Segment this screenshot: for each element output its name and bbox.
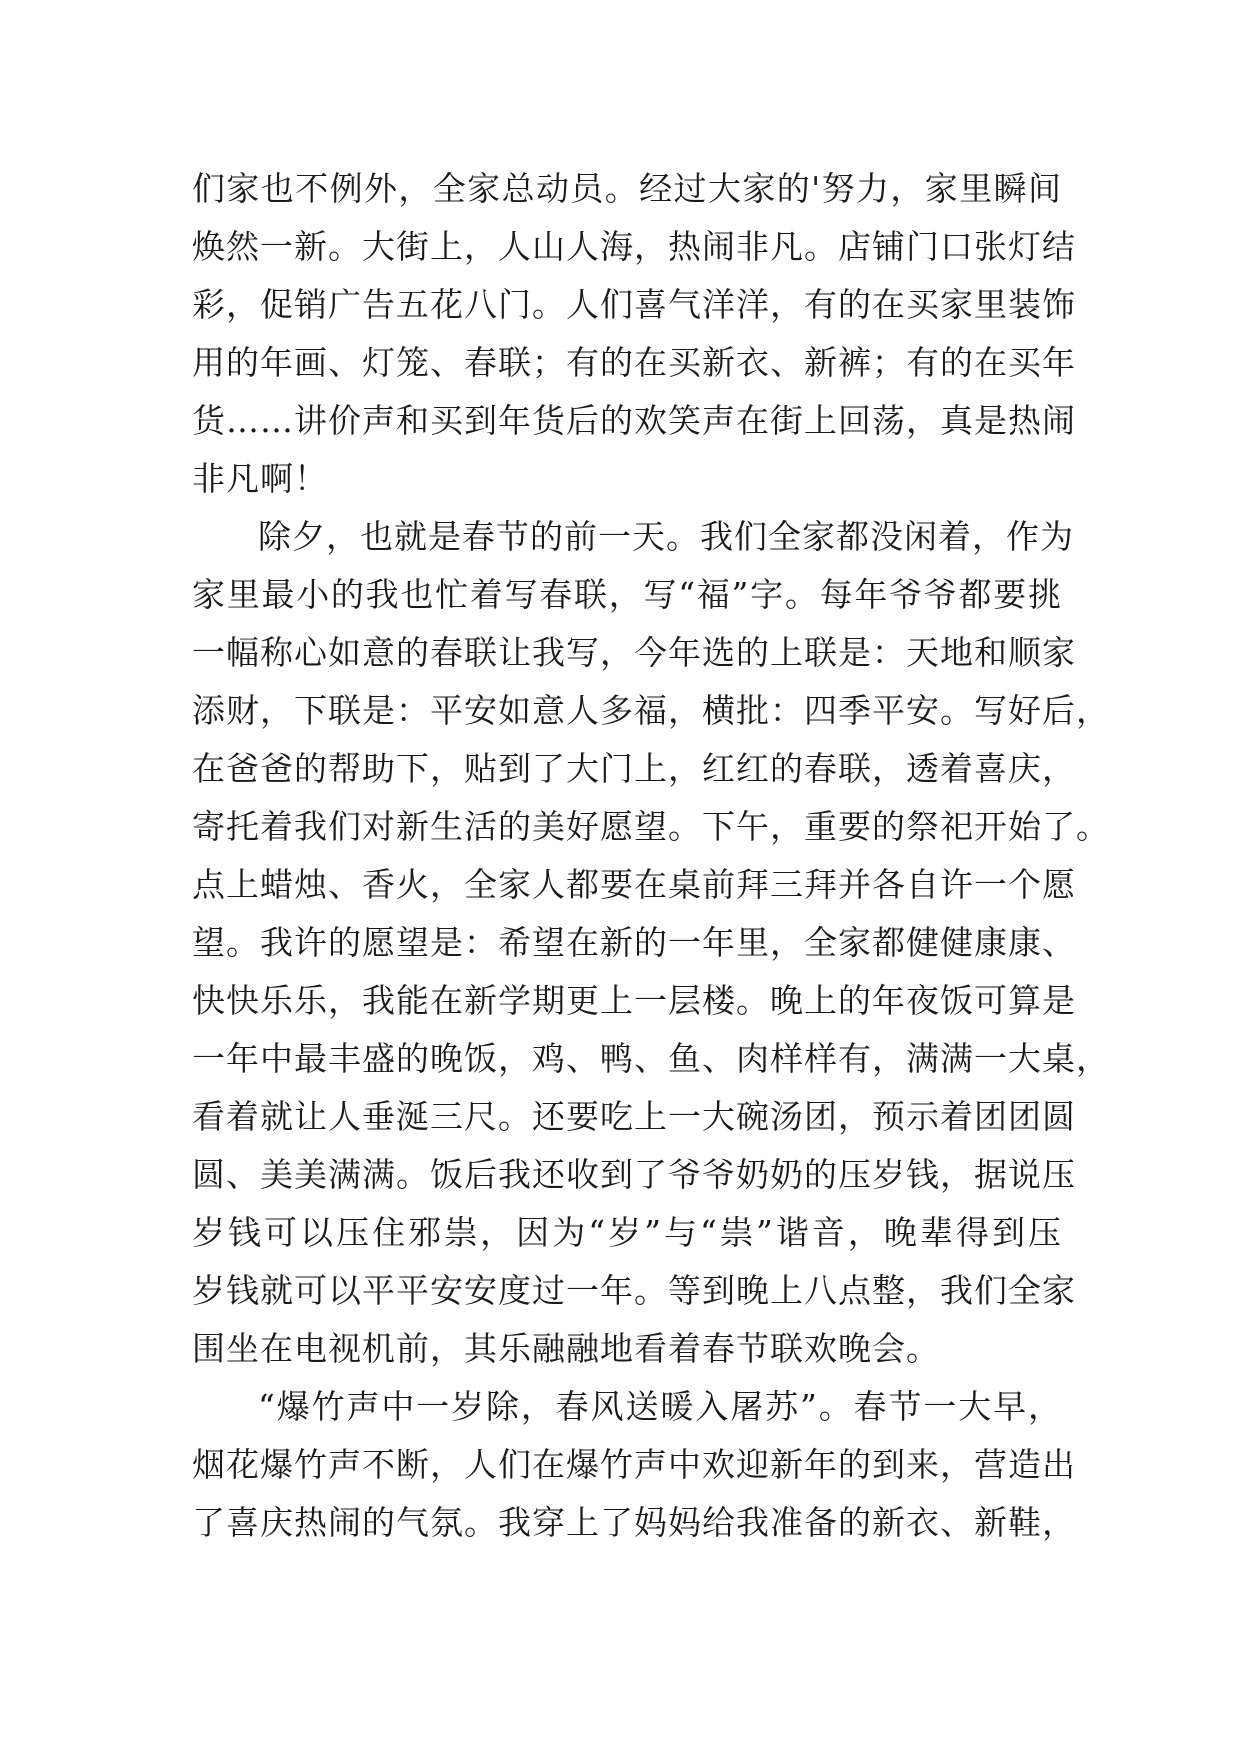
text-line: 点上蜡烛、香火，全家人都要在桌前拜三拜并各自许一个愿	[192, 865, 1076, 904]
text-line: 们家也不例外，全家总动员。经过大家的'努力，家里瞬间	[192, 169, 1062, 208]
text-line: 家里最小的我也忙着写春联，写“福”字。每年爷爷都要挑	[192, 575, 1062, 614]
text-line: 用的年画、灯笼、春联；有的在买新衣、新裤；有的在买年	[192, 343, 1076, 382]
text-line: 焕然一新。大街上，人山人海，热闹非凡。店铺门口张灯结	[192, 227, 1076, 266]
text-line: 货……讲价声和买到年货后的欢笑声在街上回荡，真是热闹	[192, 401, 1076, 440]
text-line: 非凡啊！	[192, 459, 328, 498]
text-line: 快快乐乐，我能在新学期更上一层楼。晚上的年夜饭可算是	[192, 981, 1076, 1020]
text-line: 了喜庆热闹的气氛。我穿上了妈妈给我准备的新衣、新鞋，	[192, 1503, 1076, 1542]
text-line: “爆竹声中一岁除，春风送暖入屠苏”。春节一大早，	[258, 1387, 1062, 1426]
text-line: 围坐在电视机前，其乐融融地看着春节联欢晚会。	[192, 1329, 940, 1368]
text-line: 寄托着我们对新生活的美好愿望。下午，重要的祭祀开始了。	[192, 807, 1110, 846]
text-line: 岁钱可以压住邪祟，因为“岁”与“祟”谐音，晚辈得到压	[192, 1213, 1062, 1252]
text-line: 添财，下联是：平安如意人多福，横批：四季平安。写好后，	[192, 691, 1110, 730]
text-line: 烟花爆竹声不断，人们在爆竹声中欢迎新年的到来，营造出	[192, 1445, 1076, 1484]
text-line: 除夕，也就是春节的前一天。我们全家都没闲着，作为	[258, 517, 1074, 556]
document-body	[192, 160, 1110, 1552]
text-line: 岁钱就可以平平安安度过一年。等到晚上八点整，我们全家	[192, 1271, 1076, 1310]
text-line: 在爸爸的帮助下，贴到了大门上，红红的春联，透着喜庆，	[192, 749, 1076, 788]
text-line: 圆、美美满满。饭后我还收到了爷爷奶奶的压岁钱，据说压	[192, 1155, 1076, 1194]
text-line: 一年中最丰盛的晚饭，鸡、鸭、鱼、肉样样有，满满一大桌，	[192, 1039, 1110, 1078]
text-line: 看着就让人垂涎三尺。还要吃上一大碗汤团，预示着团团圆	[192, 1097, 1076, 1136]
text-line: 一幅称心如意的春联让我写，今年选的上联是：天地和顺家	[192, 633, 1076, 672]
text-line: 彩，促销广告五花八门。人们喜气洋洋，有的在买家里装饰	[192, 285, 1076, 324]
text-line: 望。我许的愿望是：希望在新的一年里，全家都健健康康、	[192, 923, 1076, 962]
